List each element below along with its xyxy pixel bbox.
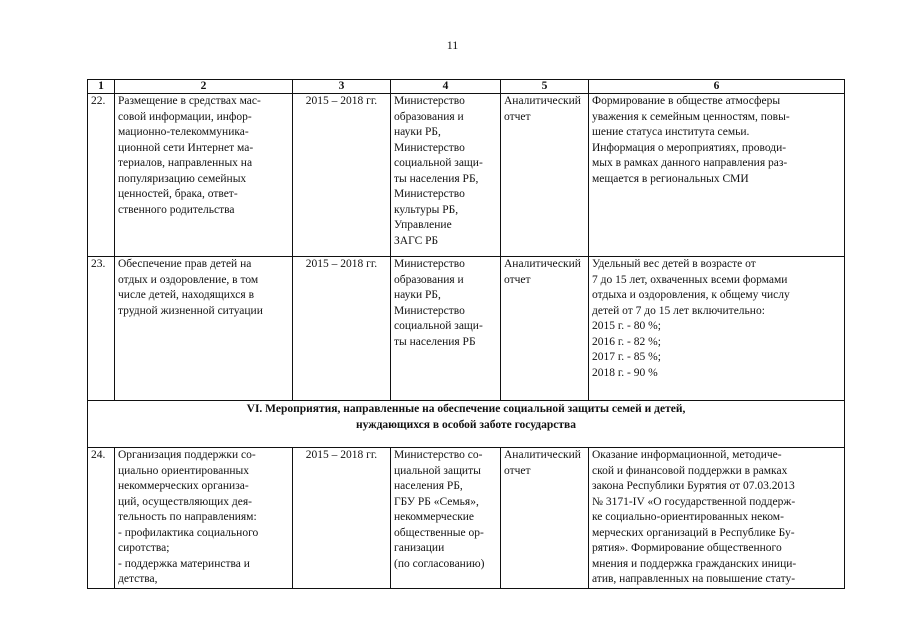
result-line: Информация о мероприятиях, проводи- [592, 141, 787, 154]
executor-line: ЗАГС РБ [394, 234, 439, 247]
report-line: отчет [504, 273, 531, 286]
executor-line: науки РБ, [394, 126, 441, 138]
event-line: териалов, направленных на [118, 157, 253, 169]
result-line: отдыха и оздоровления, к общему числу [592, 289, 790, 301]
column-number-row [88, 80, 845, 94]
event-line: трудной жизненной ситуации [118, 304, 263, 317]
table-row [88, 257, 845, 401]
table-row [88, 448, 845, 589]
report-line: отчет [504, 464, 531, 477]
executor-line: Министерство [394, 188, 465, 200]
executor-line: ты населения РБ, [394, 172, 479, 185]
event-line: тельность по направлениям: [118, 511, 257, 523]
column-header-3: 3 [293, 80, 391, 94]
result-line: Оказание информационной, методиче- [592, 449, 782, 461]
event-line: ционной сети Интернет ма- [118, 141, 254, 154]
column-header-1: 1 [88, 80, 115, 94]
report-cell [501, 94, 589, 257]
executor-line: ганизации [394, 542, 445, 554]
executor-line: науки РБ, [394, 289, 441, 301]
event-line: ценностей, брака, ответ- [118, 188, 238, 200]
report-cell [501, 448, 589, 589]
executor-line: циальной защиты [394, 464, 481, 477]
result-line: ской и финансовой поддержки в рамках [592, 464, 788, 477]
event-line: детства, [118, 573, 158, 585]
event-cell [115, 94, 293, 257]
report-line: отчет [504, 110, 531, 123]
executor-line: ГБУ РБ «Семья», [394, 495, 479, 508]
executor-line: культуры РБ, [394, 203, 459, 216]
period-cell: 2015 – 2018 гг. [293, 94, 391, 257]
executor-line: Управление [394, 219, 452, 231]
executor-line: ты населения РБ [394, 335, 476, 348]
executor-line: Министерство [394, 141, 465, 154]
event-cell [115, 448, 293, 589]
section-heading-line: нуждающихся в особой заботе государства [356, 419, 576, 431]
report-line: Аналитический [504, 449, 581, 461]
result-line: мых в рамках данного направления раз- [592, 157, 788, 169]
row-number: 24. [88, 448, 115, 589]
event-cell [115, 257, 293, 401]
table-row [88, 94, 845, 257]
result-line: закона Республики Бурятия от 07.03.2013 [592, 480, 795, 492]
result-line: 2015 г. - 80 %; [592, 320, 661, 332]
event-line: популяризацию семейных [118, 172, 247, 185]
result-line: рятия». Формирование общественного [592, 542, 782, 554]
executor-line: Министерство [394, 304, 465, 317]
result-cell [589, 94, 845, 257]
section-heading [88, 401, 845, 448]
event-line: - профилактика социального [118, 526, 259, 539]
section-heading-row [88, 401, 845, 448]
column-header-2: 2 [115, 80, 293, 94]
executors-cell [391, 94, 501, 257]
result-line: Удельный вес детей в возрасте от [592, 258, 756, 270]
executor-line: образования и [394, 273, 464, 286]
measures-table [87, 79, 845, 589]
event-line: совой информации, инфор- [118, 110, 252, 123]
executor-line: Министерство [394, 95, 465, 107]
event-line: - поддержка материнства и [118, 557, 250, 570]
result-line: № 3171-IV «О государственной поддерж- [592, 495, 796, 508]
event-line: Обеспечение прав детей на [118, 258, 252, 270]
result-line: Формирование в обществе атмосферы [592, 95, 781, 107]
result-line: 7 до 15 лет, охваченных всеми формами [592, 273, 788, 286]
event-line: циально ориентированных [118, 464, 250, 477]
executor-line: некоммерческие [394, 511, 475, 523]
executor-line: (по согласованию) [394, 557, 485, 570]
report-line: Аналитический [504, 95, 581, 107]
period-cell: 2015 – 2018 гг. [293, 448, 391, 589]
row-number: 23. [88, 257, 115, 401]
event-line: сиротства; [118, 542, 170, 554]
event-line: ственного родительства [118, 203, 235, 216]
executor-line: социальной защи- [394, 320, 483, 332]
event-line: Организация поддержки со- [118, 449, 256, 461]
result-line: 2018 г. - 90 % [592, 366, 658, 379]
executors-cell [391, 448, 501, 589]
report-cell [501, 257, 589, 401]
period-cell: 2015 – 2018 гг. [293, 257, 391, 401]
event-line: некоммерческих организа- [118, 480, 249, 492]
executor-line: Министерство со- [394, 449, 483, 461]
result-line: 2016 г. - 82 %; [592, 335, 661, 348]
executors-cell [391, 257, 501, 401]
result-line: ке социально-ориентированных неком- [592, 511, 784, 523]
report-line: Аналитический [504, 258, 581, 270]
result-cell [589, 257, 845, 401]
section-heading-line: VI. Мероприятия, направленные на обеспечение социальной защиты семей и детей, [246, 403, 686, 415]
page-number: 11 [446, 38, 459, 52]
result-line: 2017 г. - 85 %; [592, 351, 661, 363]
result-line: шение статуса института семьи. [592, 126, 750, 138]
result-line: уважения к семейным ценностям, повы- [592, 110, 790, 123]
executor-line: социальной защи- [394, 157, 483, 169]
result-line: атив, направленных на повышение стату- [592, 573, 796, 585]
executor-line: Министерство [394, 258, 465, 270]
column-header-6: 6 [589, 80, 845, 94]
result-line: мнения и поддержка гражданских иници- [592, 557, 797, 570]
result-cell [589, 448, 845, 589]
result-line: детей от 7 до 15 лет включительно: [592, 304, 765, 317]
column-header-4: 4 [391, 80, 501, 94]
executor-line: населения РБ, [394, 480, 463, 492]
event-line: отдых и оздоровление, в том [118, 273, 259, 286]
executor-line: общественные ор- [394, 526, 484, 539]
result-line: мещается в региональных СМИ [592, 172, 749, 185]
row-number: 22. [88, 94, 115, 257]
event-line: числе детей, находящихся в [118, 289, 255, 301]
event-line: мационно-телекоммуника- [118, 126, 249, 138]
event-line: Размещение в средствах мас- [118, 95, 261, 107]
column-header-5: 5 [501, 80, 589, 94]
executor-line: образования и [394, 110, 464, 123]
event-line: ций, осуществляющих дея- [118, 495, 252, 508]
result-line: мерческих организаций в Республике Бу- [592, 526, 795, 539]
